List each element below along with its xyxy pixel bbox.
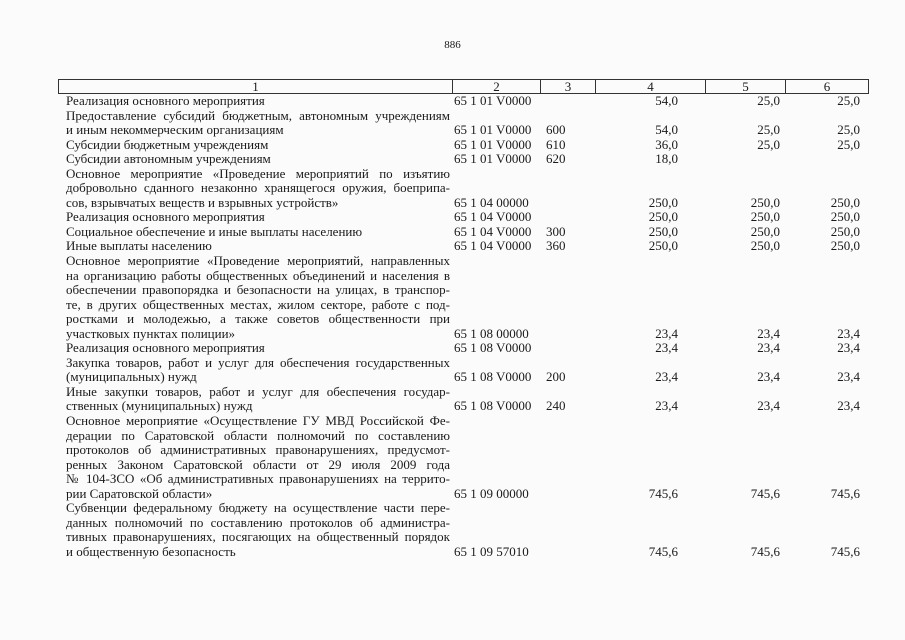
header-col-5: 5 bbox=[706, 80, 786, 93]
header-col-4: 4 bbox=[596, 80, 706, 93]
row-code: 65 1 08 00000 bbox=[454, 325, 529, 341]
row-value-col4: 250,0 bbox=[648, 223, 678, 239]
row-value-col4: 250,0 bbox=[648, 238, 678, 254]
row-description bbox=[58, 341, 450, 356]
row-code: 65 1 01 V0000 bbox=[454, 151, 532, 167]
description-line: Реализация основного мероприятия bbox=[66, 93, 265, 108]
row-expense-type: 300 bbox=[546, 223, 566, 239]
row-description bbox=[58, 138, 450, 153]
header-col-2: 2 bbox=[453, 80, 541, 93]
description-line: те, в других общественных местах, жилом секторе, работе с под- bbox=[66, 296, 450, 312]
row-description bbox=[58, 109, 450, 138]
row-value-col5: 25,0 bbox=[757, 136, 780, 152]
table-row bbox=[58, 152, 865, 167]
description-line: (муниципальных) нужд bbox=[66, 369, 197, 385]
table-row bbox=[58, 239, 865, 254]
description-line: тивных правонарушениях, посягающих на общественный порядок bbox=[66, 529, 450, 545]
row-value-col5: 745,6 bbox=[750, 485, 780, 501]
description-line: Социальное обеспечение и иные выплаты населению bbox=[66, 223, 363, 239]
row-value-col5: 25,0 bbox=[757, 122, 780, 138]
row-expense-type: 240 bbox=[546, 398, 566, 414]
row-value-col5: 25,0 bbox=[757, 93, 780, 108]
row-value-col5: 23,4 bbox=[757, 325, 780, 341]
row-value-col5: 250,0 bbox=[750, 209, 780, 225]
header-col-3: 3 bbox=[541, 80, 596, 93]
row-value-col5: 250,0 bbox=[750, 194, 780, 210]
row-code: 65 1 01 V0000 bbox=[454, 93, 532, 108]
table-row bbox=[58, 414, 865, 501]
description-line: рии Саратовской области» bbox=[66, 485, 213, 501]
row-code: 65 1 04 V0000 bbox=[454, 223, 532, 239]
description-line: Иные выплаты населению bbox=[66, 238, 212, 254]
row-description bbox=[58, 94, 450, 109]
row-value-col5: 745,6 bbox=[750, 543, 780, 559]
description-line: Реализация основного мероприятия bbox=[66, 209, 265, 225]
row-value-col4: 23,4 bbox=[655, 340, 678, 356]
row-code: 65 1 09 00000 bbox=[454, 485, 529, 501]
table-row bbox=[58, 210, 865, 225]
table-row bbox=[58, 167, 865, 211]
description-line: протоколов об административных правонарушениях, предусмот- bbox=[66, 442, 450, 458]
description-line: Субсидии бюджетным учреждениям bbox=[66, 136, 269, 152]
row-code: 65 1 09 57010 bbox=[454, 543, 529, 559]
row-code: 65 1 04 00000 bbox=[454, 194, 529, 210]
description-line: Предоставление субсидий бюджетным, автономным учреждениям bbox=[66, 107, 450, 123]
description-line: и иным некоммерческим организациям bbox=[66, 122, 284, 138]
row-value-col4: 54,0 bbox=[655, 122, 678, 138]
row-description bbox=[58, 356, 450, 385]
row-expense-type: 610 bbox=[546, 136, 566, 152]
row-value-col4: 36,0 bbox=[655, 136, 678, 152]
row-value-col4: 23,4 bbox=[655, 325, 678, 341]
table-row bbox=[58, 356, 865, 385]
description-line: данных полномочий по составлению протоколов об администра- bbox=[66, 514, 450, 530]
row-value-col5: 250,0 bbox=[750, 238, 780, 254]
description-line: ростками и молодежью, а также советов общественности при bbox=[66, 311, 450, 327]
row-value-col6: 745,6 bbox=[830, 485, 860, 501]
table-row bbox=[58, 341, 865, 356]
description-line: Основное мероприятие «Осуществление ГУ МВД Российской Фе- bbox=[66, 413, 450, 429]
row-value-col6: 23,4 bbox=[837, 325, 860, 341]
description-line: ренных Законом Саратовской области от 29 июля 2009 года bbox=[66, 456, 450, 472]
description-line: Основное мероприятие «Проведение мероприятий по изъятию bbox=[66, 165, 450, 181]
row-expense-type: 200 bbox=[546, 369, 566, 385]
row-value-col6: 250,0 bbox=[830, 209, 860, 225]
row-value-col6: 25,0 bbox=[837, 93, 860, 108]
description-line: Закупка товаров, работ и услуг для обеспечения государственных bbox=[66, 354, 450, 370]
row-expense-type: 600 bbox=[546, 122, 566, 138]
row-code: 65 1 08 V0000 bbox=[454, 369, 532, 385]
row-value-col5: 250,0 bbox=[750, 223, 780, 239]
description-line: дерации по Саратовской области полномочий по составлению bbox=[66, 427, 450, 443]
row-value-col4: 745,6 bbox=[648, 543, 678, 559]
row-value-col6: 25,0 bbox=[837, 136, 860, 152]
row-value-col4: 250,0 bbox=[648, 209, 678, 225]
row-value-col4: 250,0 bbox=[648, 194, 678, 210]
row-value-col6: 23,4 bbox=[837, 369, 860, 385]
table-row bbox=[58, 501, 865, 559]
table-row bbox=[58, 254, 865, 341]
description-line: сов, взрывчатых веществ и взрывных устройств» bbox=[66, 194, 339, 210]
row-value-col6: 250,0 bbox=[830, 238, 860, 254]
table-body bbox=[58, 94, 865, 560]
row-value-col6: 250,0 bbox=[830, 223, 860, 239]
description-line: № 104-ЗСО «Об административных правонарушениях на террито- bbox=[66, 471, 450, 487]
row-value-col6: 25,0 bbox=[837, 122, 860, 138]
row-value-col5: 23,4 bbox=[757, 398, 780, 414]
table-row bbox=[58, 225, 865, 240]
description-line: Субвенции федеральному бюджету на осуществление части пере- bbox=[66, 500, 450, 516]
row-code: 65 1 08 V0000 bbox=[454, 398, 532, 414]
row-description bbox=[58, 152, 450, 167]
description-line: участковых пунктах полиции» bbox=[66, 325, 236, 341]
table-row bbox=[58, 94, 865, 109]
row-code: 65 1 01 V0000 bbox=[454, 122, 532, 138]
row-description bbox=[58, 167, 450, 211]
row-value-col4: 54,0 bbox=[655, 93, 678, 108]
row-value-col5: 23,4 bbox=[757, 340, 780, 356]
row-expense-type: 620 bbox=[546, 151, 566, 167]
table-row bbox=[58, 138, 865, 153]
description-line: обеспечении правопорядка и безопасности на улицах, в транспор- bbox=[66, 282, 450, 298]
row-code: 65 1 01 V0000 bbox=[454, 136, 532, 152]
description-line: Субсидии автономным учреждениям bbox=[66, 151, 271, 167]
row-code: 65 1 04 V0000 bbox=[454, 238, 532, 254]
header-col-6: 6 bbox=[823, 79, 831, 94]
row-value-col6: 250,0 bbox=[830, 194, 860, 210]
row-value-col6: 23,4 bbox=[837, 340, 860, 356]
description-line: Основное мероприятие «Проведение мероприятий, направленных bbox=[66, 253, 450, 269]
row-code: 65 1 04 V0000 bbox=[454, 209, 532, 225]
description-line: и общественную безопасность bbox=[66, 543, 236, 559]
row-description bbox=[58, 414, 450, 501]
row-value-col5: 23,4 bbox=[757, 369, 780, 385]
table-header bbox=[58, 79, 869, 94]
row-description bbox=[58, 385, 450, 414]
table-row bbox=[58, 109, 865, 138]
row-description bbox=[58, 501, 450, 559]
row-value-col4: 23,4 bbox=[655, 369, 678, 385]
description-line: Иные закупки товаров, работ и услуг для обеспечения государ- bbox=[66, 383, 450, 399]
row-value-col6: 745,6 bbox=[830, 543, 860, 559]
description-line: добровольно сданного незаконно хранящегося оружия, боеприпа- bbox=[66, 180, 450, 196]
row-value-col6: 23,4 bbox=[837, 398, 860, 414]
row-description bbox=[58, 225, 450, 240]
page-number: 886 bbox=[444, 39, 461, 51]
row-code: 65 1 08 V0000 bbox=[454, 340, 532, 356]
row-description bbox=[58, 239, 450, 254]
row-description bbox=[58, 254, 450, 341]
description-line: ственных (муниципальных) нужд bbox=[66, 398, 253, 414]
row-expense-type: 360 bbox=[546, 238, 566, 254]
table-row bbox=[58, 385, 865, 414]
row-value-col4: 18,0 bbox=[655, 151, 678, 167]
row-value-col4: 745,6 bbox=[648, 485, 678, 501]
description-line: на организацию работы общественных объединений и населения в bbox=[66, 267, 450, 283]
description-line: Реализация основного мероприятия bbox=[66, 340, 265, 356]
row-value-col4: 23,4 bbox=[655, 398, 678, 414]
row-description bbox=[58, 210, 450, 225]
header-col-1: 1 bbox=[59, 80, 453, 93]
